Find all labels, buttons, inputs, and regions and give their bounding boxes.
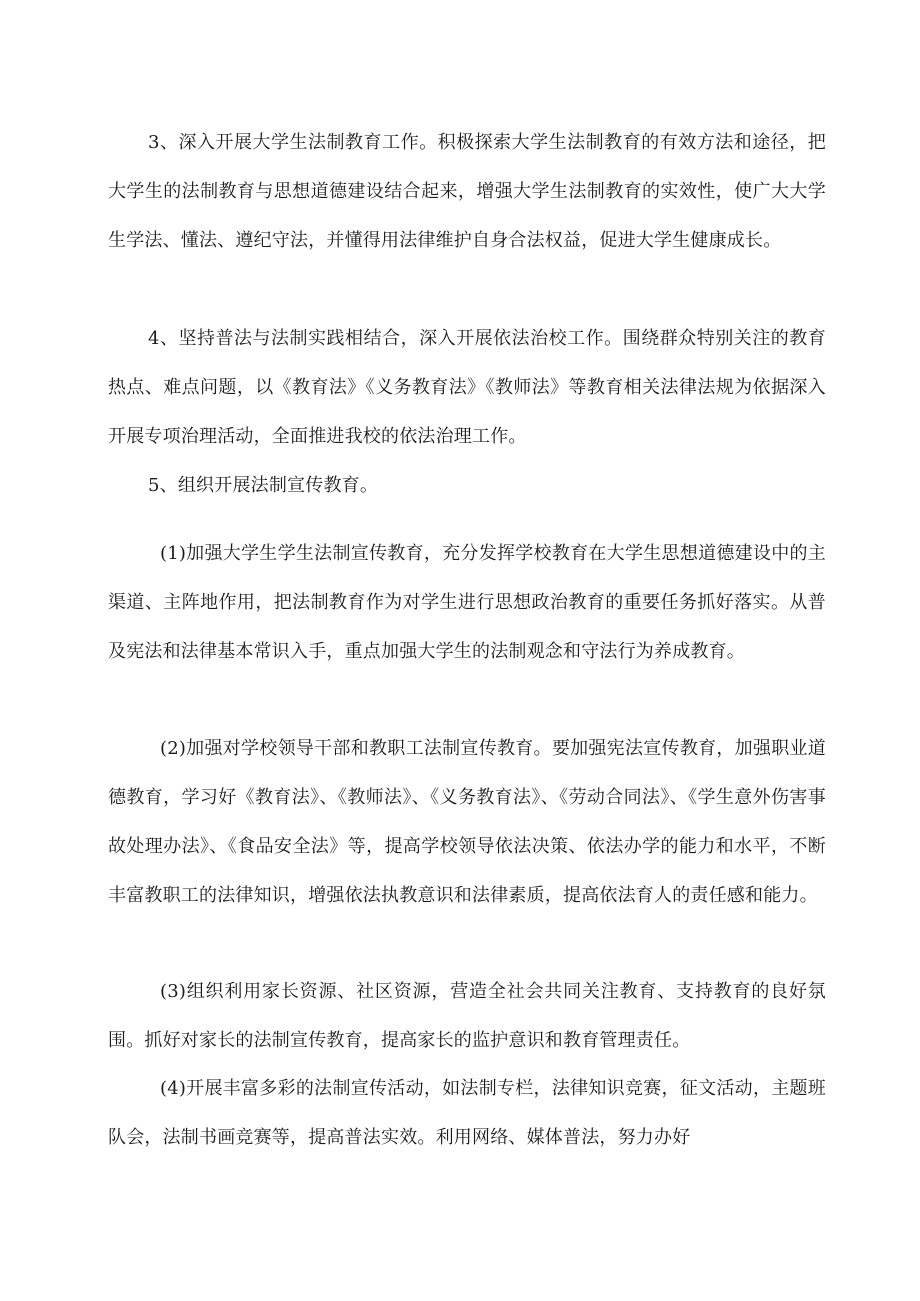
paragraph-item-4: 4、坚持普法与法制实践相结合，深入开展依法治校工作。围绕群众特别关注的教育热点、难点问题，以《教育法》《义务教育法》《教师法》等教育相关法律法规为依据深入开展专项治理活动，全面推进我校的依法治理工作。 bbox=[108, 328, 826, 447]
paragraph-subitem-2: (2)加强对学校领导干部和教职工法制宣传教育。要加强宪法宣传教育，加强职业道德教育，学习好《教育法》、《教师法》、《义务教育法》、《劳动合同法》、《学生意外伤害事故处理办法》、《食品安全法》等，提高学校领导依法决策、依法办学的能力和水平，不断丰富教职工的法律知识，增强依法执教意识和法律素质，提高依法育人的责任感和能力。 bbox=[108, 738, 826, 906]
paragraph-subitem-1: (1)加强大学生学生法制宣传教育，充分发挥学校教育在大学生思想道德建设中的主渠道、主阵地作用，把法制教育作为对学生进行思想政治教育的重要任务抓好落实。从普及宪法和法律基本常识入手，重点加强大学生的法制观念和守法行为养成教育。 bbox=[108, 543, 826, 662]
paragraph-subitem-3: (3)组织利用家长资源、社区资源，营造全社会共同关注教育、支持教育的良好氛围。抓好对家长的法制宣传教育，提高家长的监护意识和教育管理责任。 bbox=[108, 981, 826, 1051]
paragraph-subitem-4: (4)开展丰富多彩的法制宣传活动，如法制专栏，法律知识竞赛，征文活动，主题班队会，法制书画竞赛等，提高普法实效。利用网络、媒体普法，努力办好 bbox=[108, 1078, 826, 1148]
paragraph-item-5: 5、组织开展法制宣传教育。 bbox=[148, 475, 379, 496]
paragraph-item-3: 3、深入开展大学生法制教育工作。积极探索大学生法制教育的有效方法和途径，把大学生的法制教育与思想道德建设结合起来，增强大学生法制教育的实效性，使广大大学生学法、懂法、遵纪守法，并懂得用法律维护自身合法权益，促进大学生健康成长。 bbox=[108, 132, 826, 251]
